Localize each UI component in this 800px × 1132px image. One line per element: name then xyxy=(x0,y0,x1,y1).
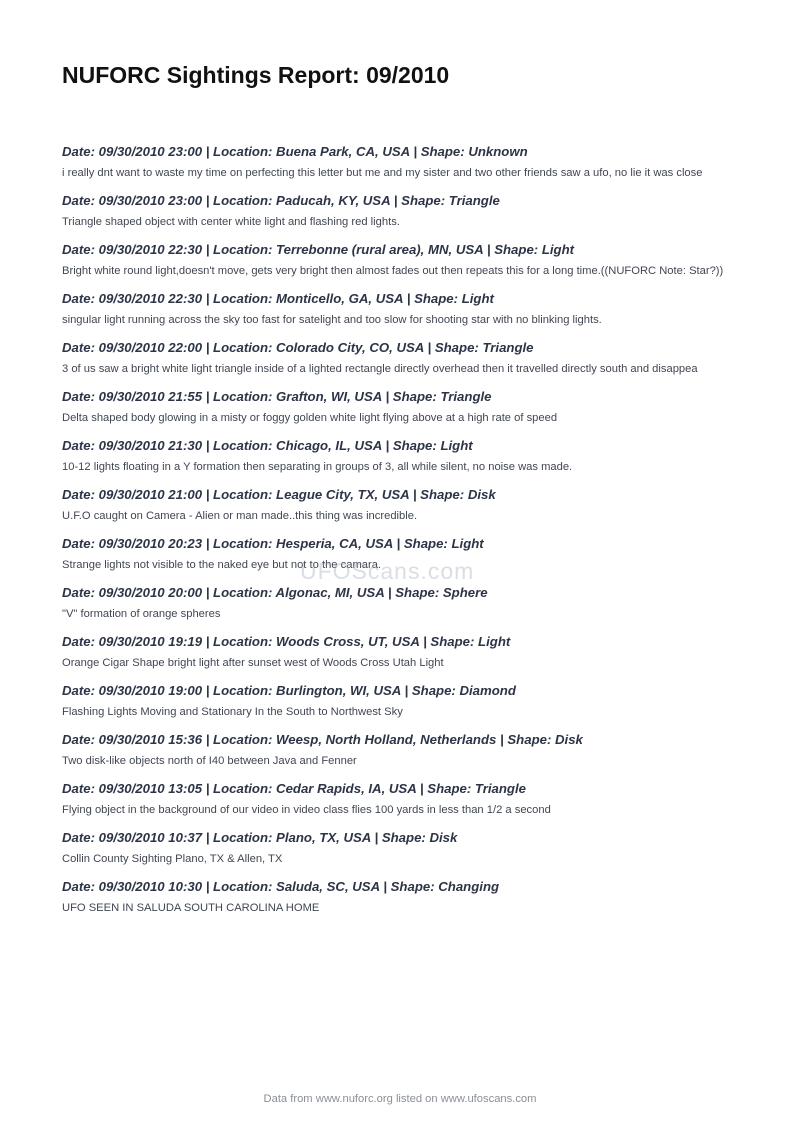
entry-header: Date: 09/30/2010 21:30 | Location: Chicago, IL, USA | Shape: Light xyxy=(62,438,473,453)
entry-header: Date: 09/30/2010 22:30 | Location: Monticello, GA, USA | Shape: Light xyxy=(62,291,494,306)
list-item xyxy=(62,241,742,279)
entry-description: "V" formation of orange spheres xyxy=(62,608,221,620)
entry-header: Date: 09/30/2010 21:00 | Location: League City, TX, USA | Shape: Disk xyxy=(62,487,496,502)
entry-header: Date: 09/30/2010 15:36 | Location: Weesp, North Holland, Netherlands | Shape: Disk xyxy=(62,732,583,747)
list-item xyxy=(62,486,742,524)
entry-header: Date: 09/30/2010 10:30 | Location: Saluda, SC, USA | Shape: Changing xyxy=(62,879,500,894)
entry-header: Date: 09/30/2010 23:00 | Location: Buena Park, CA, USA | Shape: Unknown xyxy=(62,144,528,159)
list-item xyxy=(62,878,742,916)
list-item xyxy=(62,290,742,328)
entry-header: Date: 09/30/2010 20:00 | Location: Algonac, MI, USA | Shape: Sphere xyxy=(62,585,488,600)
entry-header: Date: 09/30/2010 19:00 | Location: Burlington, WI, USA | Shape: Diamond xyxy=(62,683,516,698)
entry-description: Triangle shaped object with center white light and flashing red lights. xyxy=(62,216,400,228)
list-item xyxy=(62,829,742,867)
entry-description: Delta shaped body glowing in a misty or foggy golden white light flying above at a high rate of speed xyxy=(62,412,558,424)
entry-description: 10-12 lights floating in a Y formation then separating in groups of 3, all while silent, no noise was made. xyxy=(62,461,573,473)
list-item xyxy=(62,339,742,377)
entry-description: singular light running across the sky too fast for satelight and too slow for shooting star with no blinking lights. xyxy=(62,314,602,326)
entry-description: Bright white round light,doesn't move, gets very bright then almost fades out then repeats this for a long time.((NUFORC Note: Star?)) xyxy=(62,265,724,277)
entry-description: Collin County Sighting Plano, TX & Allen, TX xyxy=(62,853,283,865)
entry-description: 3 of us saw a bright white light triangle inside of a lighted rectangle directly overhead then it travelled directly south and disappea xyxy=(62,363,698,375)
entry-header: Date: 09/30/2010 20:23 | Location: Hesperia, CA, USA | Shape: Light xyxy=(62,536,484,551)
entry-description: UFO SEEN IN SALUDA SOUTH CAROLINA HOME xyxy=(62,902,320,914)
entry-header: Date: 09/30/2010 13:05 | Location: Cedar Rapids, IA, USA | Shape: Triangle xyxy=(62,781,526,796)
list-item xyxy=(62,633,742,671)
list-item xyxy=(62,584,742,622)
sightings-list xyxy=(62,143,742,927)
list-item xyxy=(62,535,742,573)
entry-description: Two disk-like objects north of I40 between Java and Fenner xyxy=(62,755,357,767)
entry-header: Date: 09/30/2010 22:30 | Location: Terrebonne (rural area), MN, USA | Shape: Light xyxy=(62,242,575,257)
entry-description: Flying object in the background of our video in video class flies 100 yards in less than 1/2 a second xyxy=(62,804,551,816)
page-title: NUFORC Sightings Report: 09/2010 xyxy=(62,62,450,88)
entry-header: Date: 09/30/2010 21:55 | Location: Grafton, WI, USA | Shape: Triangle xyxy=(62,389,492,404)
watermark: UFOScans.com xyxy=(300,558,475,584)
entry-header: Date: 09/30/2010 22:00 | Location: Colorado City, CO, USA | Shape: Triangle xyxy=(62,340,534,355)
entry-description: i really dnt want to waste my time on perfecting this letter but me and my sister and two other friends saw a ufo, no lie it was close xyxy=(62,167,703,179)
list-item xyxy=(62,731,742,769)
list-item xyxy=(62,682,742,720)
entry-description: U.F.O caught on Camera - Alien or man made..this thing was incredible. xyxy=(62,510,418,522)
entry-header: Date: 09/30/2010 23:00 | Location: Paducah, KY, USA | Shape: Triangle xyxy=(62,193,500,208)
list-item xyxy=(62,143,742,181)
entry-header: Date: 09/30/2010 10:37 | Location: Plano, TX, USA | Shape: Disk xyxy=(62,830,458,845)
list-item xyxy=(62,437,742,475)
entry-description: Flashing Lights Moving and Stationary In the South to Northwest Sky xyxy=(62,706,403,718)
entry-description: Orange Cigar Shape bright light after sunset west of Woods Cross Utah Light xyxy=(62,657,444,669)
entry-description: Strange lights not visible to the naked eye but not to the camara. xyxy=(62,559,382,571)
list-item xyxy=(62,388,742,426)
entry-header: Date: 09/30/2010 19:19 | Location: Woods Cross, UT, USA | Shape: Light xyxy=(62,634,511,649)
list-item xyxy=(62,780,742,818)
list-item xyxy=(62,192,742,230)
footer-credit: Data from www.nuforc.org listed on www.ufoscans.com xyxy=(263,1093,537,1105)
